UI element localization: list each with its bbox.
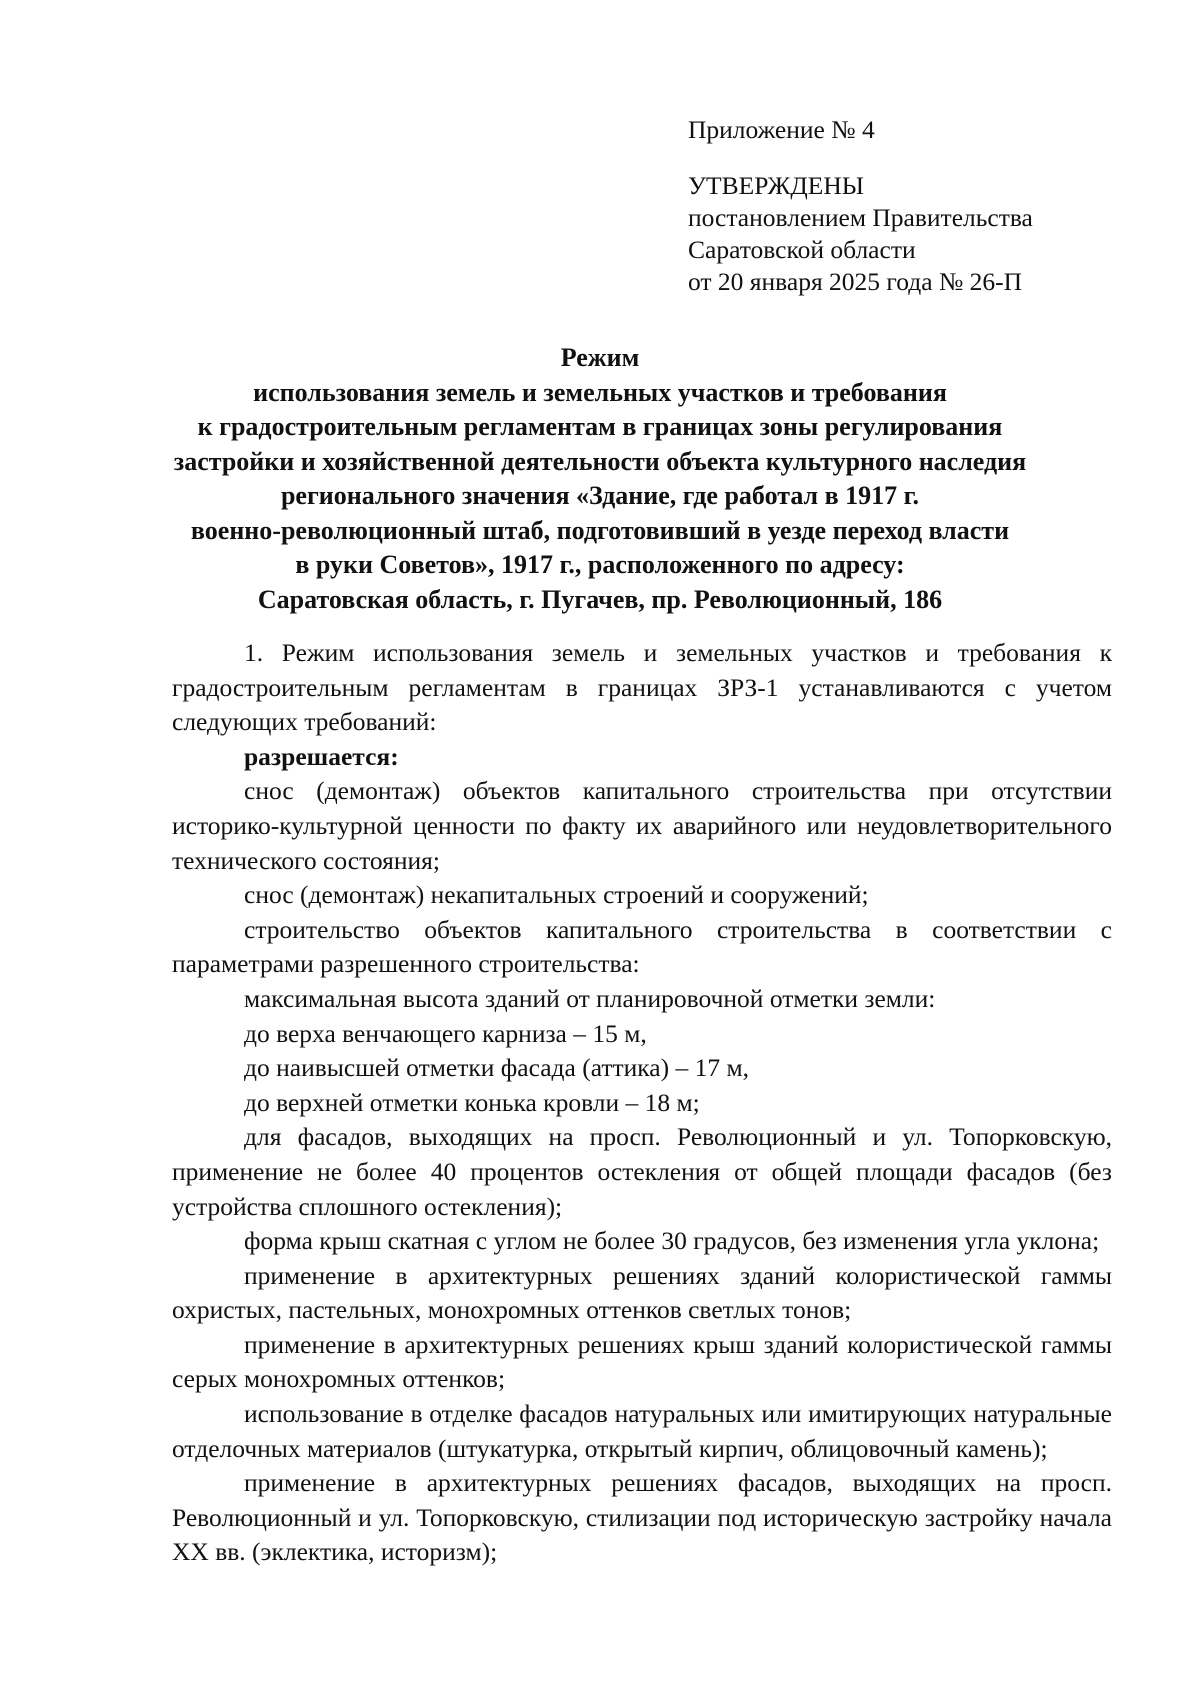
approved-heading: УТВЕРЖДЕНЫ [688,171,864,200]
approval-line-2: Саратовской области [688,235,916,264]
approval-block [688,114,1158,298]
paragraph: применение в архитектурных решениях зданий колористической гаммы охристых, пастельных, монохромных оттенков светлых тонов; [172,1260,1112,1325]
paragraph: снос (демонтаж) некапитальных строений и сооружений; [244,880,869,910]
paragraph: для фасадов, выходящих на просп. Революционный и ул. Топорковскую, применение не более 40 процентов остекления от общей площади фасадов (без устройства сплошного остекления); [172,1122,1112,1221]
title-line: застройки и хозяйственной деятельности объекта культурного наследия [173,446,1027,476]
approval-line-1: постановлением Правительства [688,203,1033,232]
paragraph: до наивысшей отметки фасада (аттика) – 17 м, [244,1053,749,1083]
paragraph: использование в отделке фасадов натуральных или имитирующих натуральные отделочных материалов (штукатурка, открытый кирпич, облицовочный камень); [172,1399,1112,1463]
title-line: Саратовская область, г. Пугачев, пр. Революционный, 186 [257,584,943,614]
title-line: в руки Советов», 1917 г., расположенного по адресу: [295,550,905,579]
paragraph: 1. Режим использования земель и земельных участков и требования к градостроительным регламентам в границах ЗРЗ-1 устанавливаются с учетом следующих требований: [172,638,1112,737]
paragraph: до верха венчающего карниза – 15 м, [244,1018,647,1048]
title-line: Режим [560,343,640,372]
paragraph: применение в архитектурных решениях крыш зданий колористической гаммы серых монохромных оттенков; [172,1329,1112,1394]
title-line: регионального значения «Здание, где работал в 1917 г. [280,481,920,510]
document-title [150,341,1050,617]
paragraph: применение в архитектурных решениях фасадов, выходящих на просп. Революционный и ул. Топорковскую, стилизации под историческую застройку начала XX вв. (эклектика, историзм); [172,1468,1112,1567]
paragraph-permitted-heading: разрешается: [244,741,399,771]
title-line: к градостроительным регламентам в границах зоны регулирования [197,412,1003,441]
paragraph: максимальная высота зданий от планировочной отметки земли: [244,983,936,1013]
approval-date-line: от 20 января 2025 года № 26-П [688,267,1023,296]
annex-number: Приложение № 4 [688,115,875,144]
paragraph: снос (демонтаж) объектов капитального строительства при отсутствии историко-культурной ценности по факту их аварийного или неудовлетворительного технического состояния; [172,776,1112,875]
paragraph: форма крыш скатная с углом не более 30 градусов, без изменения угла уклона; [244,1226,1100,1256]
paragraph: до верхней отметки конька кровли – 18 м; [244,1087,700,1117]
paragraph: строительство объектов капитального строительства в соответствии с параметрами разрешенного строительства: [172,914,1112,979]
document-body [172,636,1112,1570]
title-line: использования земель и земельных участков и требования [253,377,947,407]
title-line: военно-революционный штаб, подготовивший в уезде переход власти [190,515,1010,545]
